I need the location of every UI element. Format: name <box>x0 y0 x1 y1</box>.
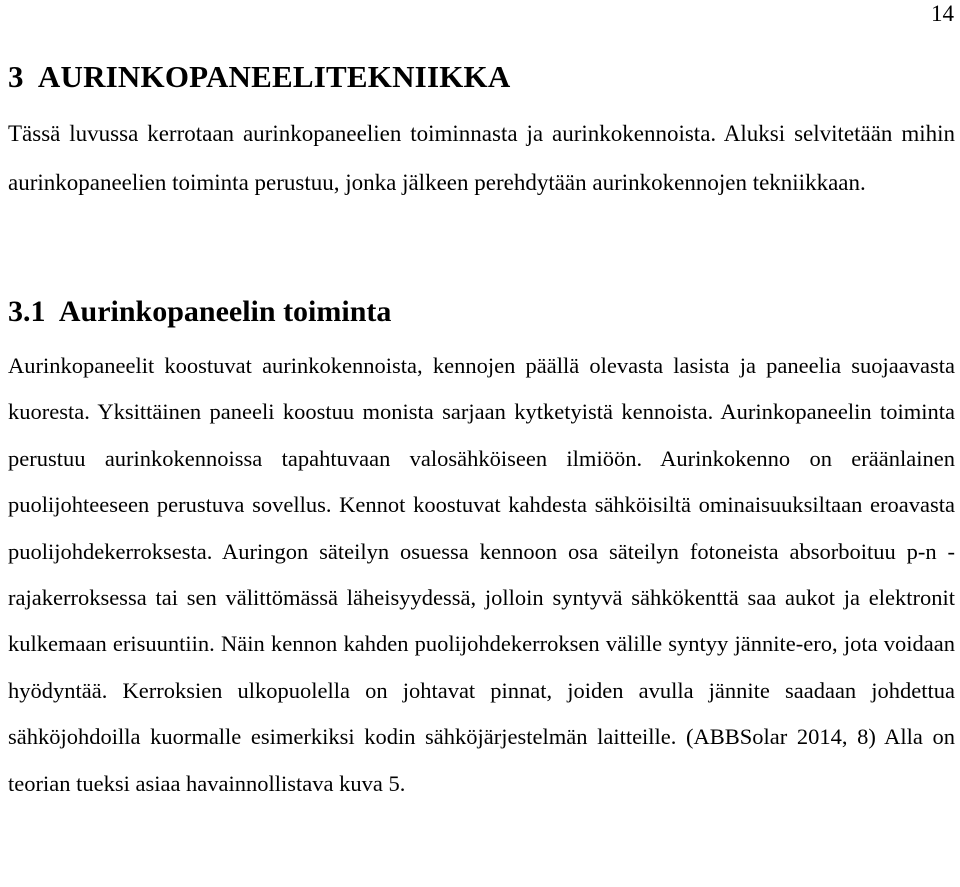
chapter-intro-paragraph: Tässä luvussa kerrotaan aurinkopaneelien toiminnasta ja aurinkokennoista. Aluksi selvitetään mihin aurinkopaneelien toiminta perustuu, jonka jälkeen perehdytään aurinkokennojen tekniikkaan. <box>8 121 955 195</box>
paragraph-sentence: Näin kennon kahden puolijohdekerroksen välille syntyy jännite-ero, jota voidaan hyödyntää. <box>8 631 956 703</box>
section-body-paragraph <box>8 343 955 807</box>
paragraph-sentence: Kerroksien ulkopuolella on johtavat pinnat, joiden avulla jännite saadaan johdettua sähköjohdoilla kuormalle esimerkiksi kodin sähköjärjestelmän laitteille. <box>8 677 956 750</box>
paragraph-sentence: Auringon säteilyn osuessa kennoon osa säteilyn fotoneista absorboituu p-n -rajakerroksessa tai sen välittömässä läheisyydessä, jolloin syntyvä sähkökenttä saa aukot ja elektronit kulkemaan erisuuntiin. <box>8 538 955 657</box>
paragraph-sentence: (ABBSolar 2014, 8) Alla on teorian tueksi asiaa havainnollistava kuva 5. <box>8 724 955 796</box>
page-number: 14 <box>931 1 954 26</box>
section-heading: 3.1 Aurinkopaneelin toiminta <box>8 295 392 328</box>
paragraph-sentence: Yksittäinen paneeli koostuu monista sarjaan kytketyistä kennoista. <box>97 399 714 425</box>
paragraph-sentence: Aurinkokenno on eräänlainen puolijohteeseen perustuva sovellus. <box>8 445 955 518</box>
paragraph-sentence: Kennot koostuvat kahdesta sähköisiltä ominaisuuksiltaan eroavasta puolijohdekerroksesta. <box>8 492 955 564</box>
chapter-heading: 3 AURINKOPANEELITEKNIIKKA <box>8 59 511 94</box>
paragraph-sentence: Aurinkopaneelin toiminta perustuu aurinkokennoissa tapahtuvaan valosähköiseen ilmiöön. <box>8 399 956 471</box>
paragraph-sentence: Aurinkopaneelit koostuvat aurinkokennoista, kennojen päällä olevasta lasista ja paneelia suojaavasta kuoresta. <box>8 353 955 425</box>
